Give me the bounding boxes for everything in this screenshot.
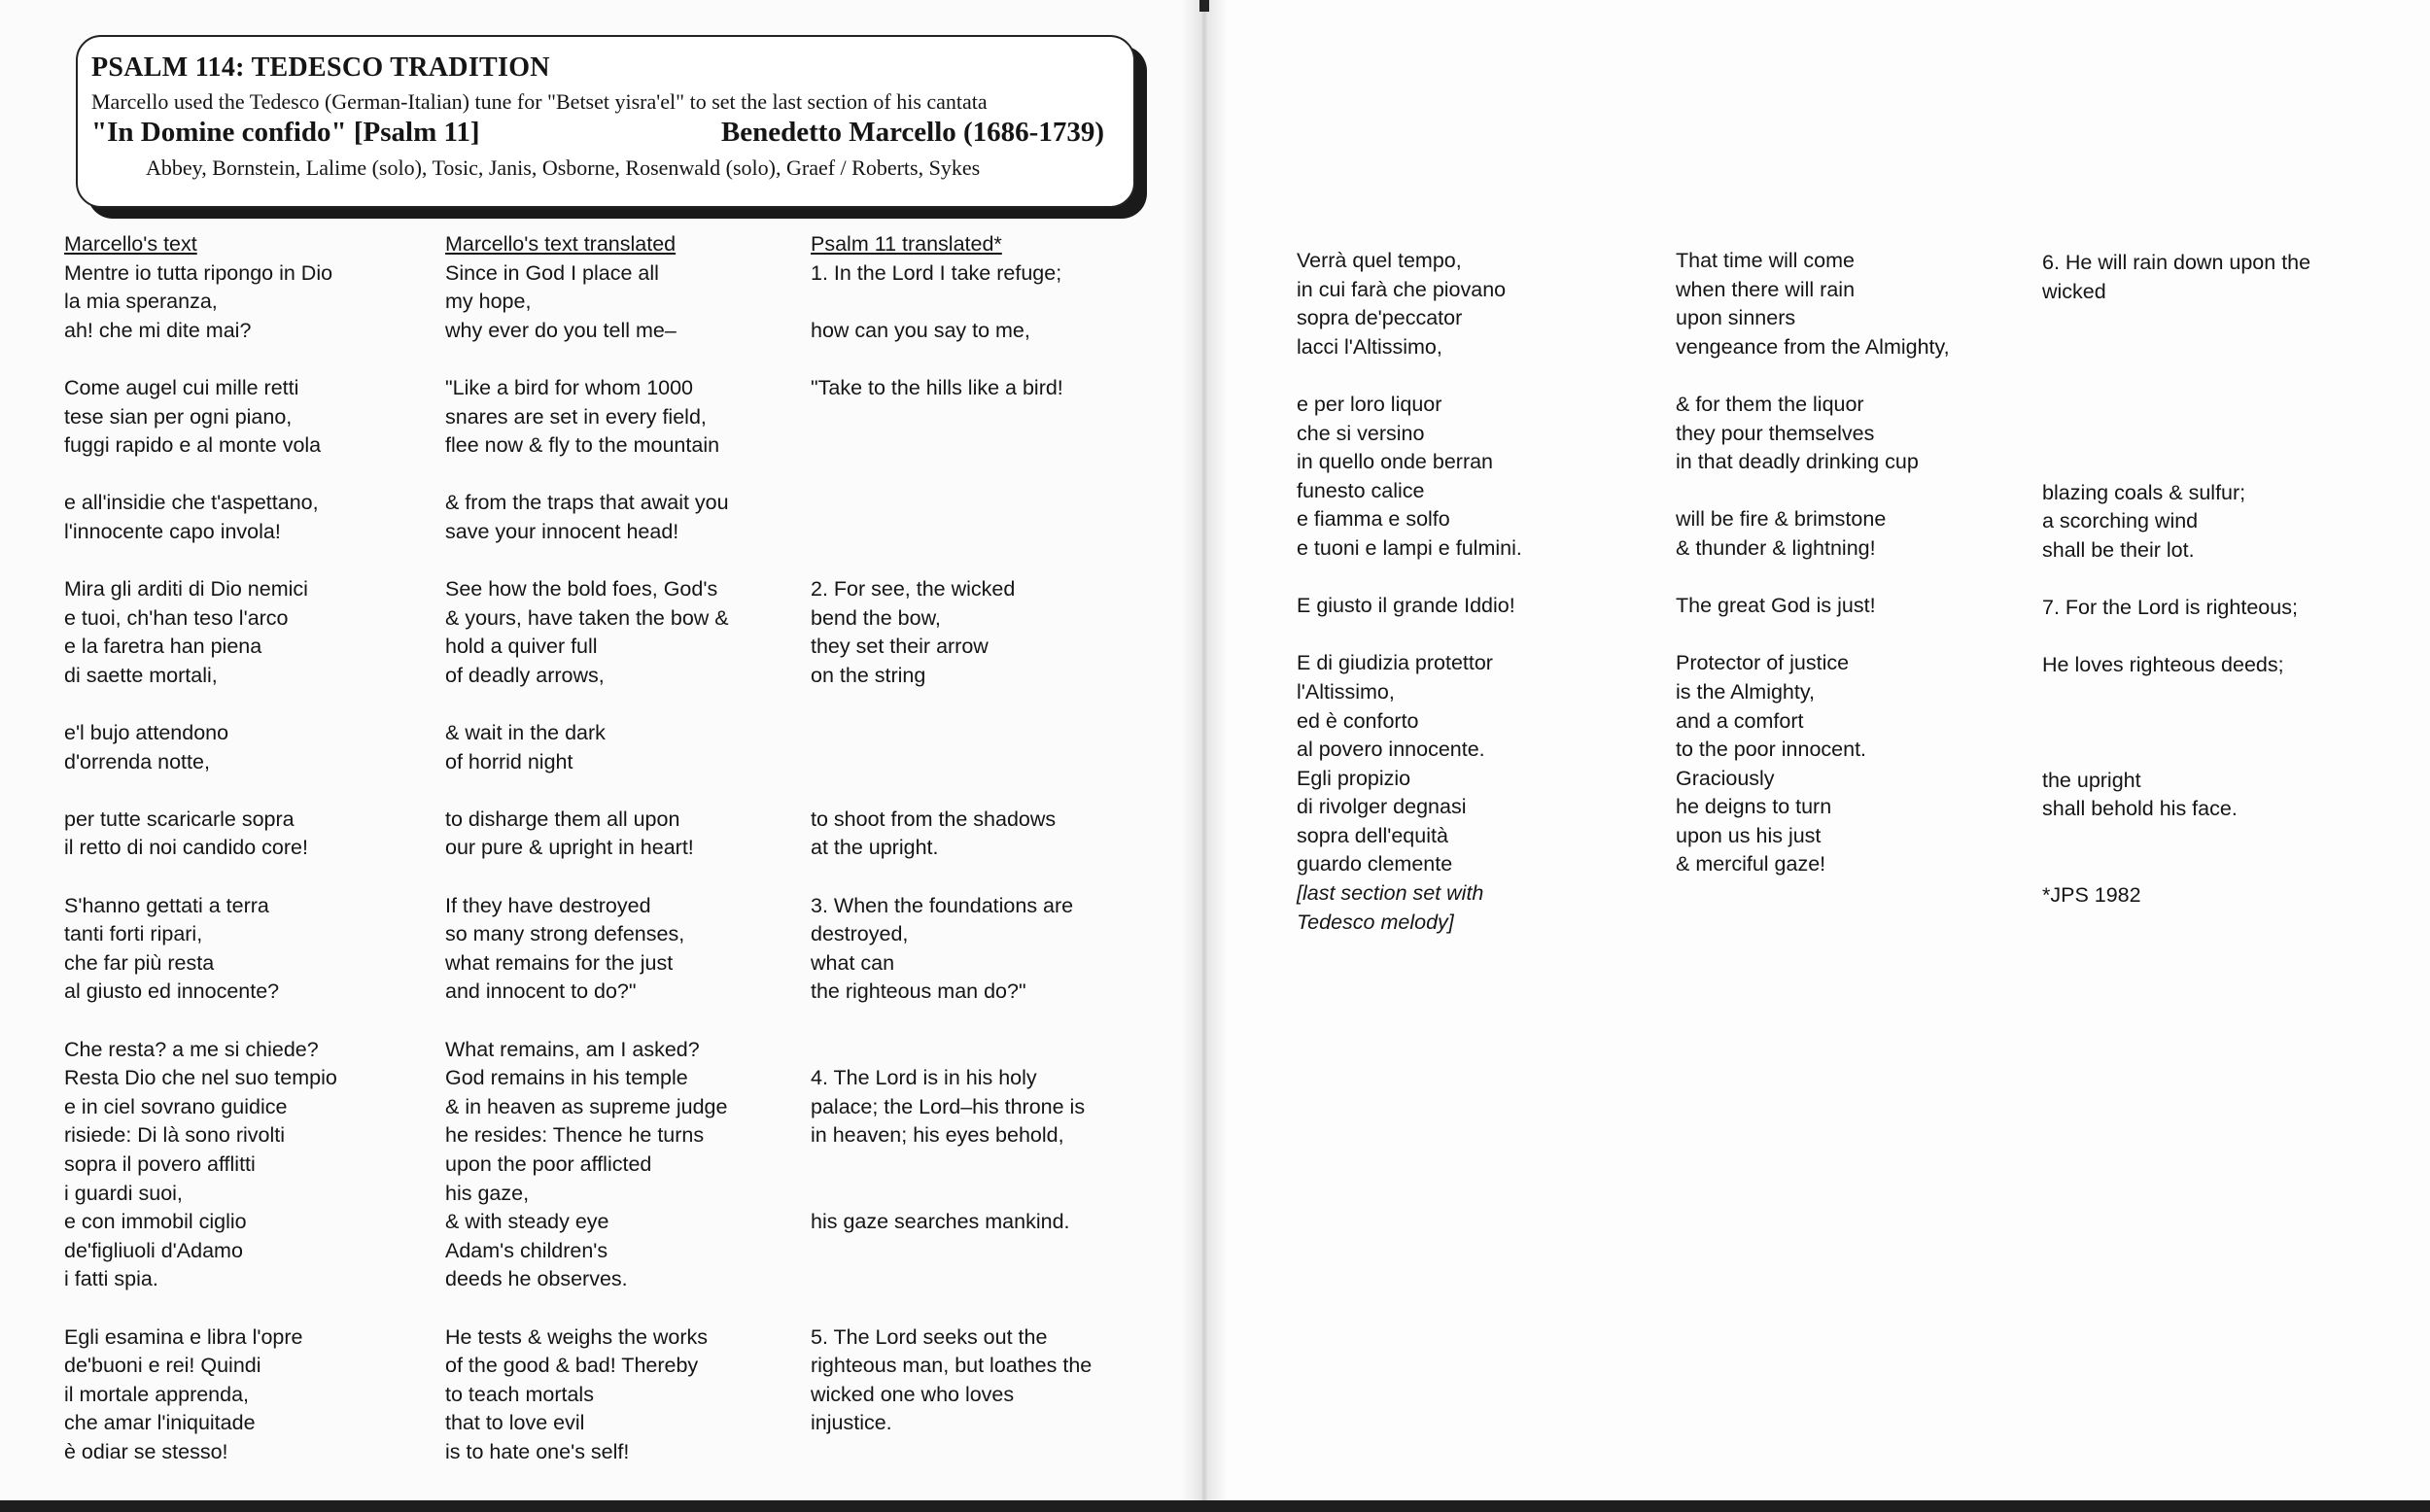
- text-line: fuggi rapido e al monte vola: [64, 433, 322, 458]
- text-line: e fiamma e solfo: [1297, 507, 1450, 532]
- right-psalm-column: [2042, 249, 2310, 911]
- text-line: al giusto ed innocente?: [64, 979, 280, 1004]
- text-line: [2042, 363, 2310, 393]
- text-line: [1676, 477, 1950, 506]
- text-line: 1. In the Lord I take refuge;: [811, 260, 1062, 285]
- text-line: how can you say to me,: [811, 318, 1030, 342]
- text-line: [2042, 824, 2310, 853]
- text-line: e la faretra han piena: [64, 635, 262, 659]
- text-line: in heaven; his eyes behold,: [811, 1123, 1064, 1148]
- text-line: risiede: Di là sono rivolti: [64, 1123, 286, 1148]
- text-line: destroyed,: [811, 922, 909, 946]
- text-line: [445, 1294, 729, 1323]
- text-line: l'innocente capo invola!: [64, 519, 281, 543]
- text-line: the righteous man do?": [811, 979, 1026, 1004]
- text-line: [2042, 422, 2310, 451]
- text-line: my hope,: [445, 290, 532, 314]
- text-line: sopra de'peccator: [1297, 306, 1463, 330]
- text-line: [2042, 709, 2310, 739]
- text-line: [811, 461, 1092, 490]
- text-line: Since in God I place all: [445, 260, 659, 285]
- text-line: [2042, 566, 2310, 595]
- text-line: la mia speranza,: [64, 290, 218, 314]
- text-line: [64, 1294, 337, 1323]
- text-line: lacci l'Altissimo,: [1297, 334, 1442, 359]
- text-line: il mortale apprenda,: [64, 1382, 250, 1406]
- text-line: snares are set in every field,: [445, 404, 707, 429]
- text-line: funesto calice: [1297, 478, 1425, 502]
- text-line: [811, 863, 1092, 892]
- text-line: wicked: [2042, 279, 2106, 303]
- italian-text-column: [64, 230, 337, 1467]
- right-english-lines: [1676, 247, 1950, 879]
- text-line: why ever do you tell me–: [445, 318, 677, 342]
- text-line: will be fire & brimstone: [1676, 507, 1887, 532]
- text-line: 3. When the foundations are: [811, 893, 1074, 917]
- text-line: [811, 547, 1092, 576]
- text-line: *JPS 1982: [2042, 883, 2141, 908]
- text-line: [811, 431, 1092, 461]
- text-line: of the good & bad! Thereby: [445, 1354, 699, 1378]
- text-line: & with steady eye: [445, 1210, 609, 1234]
- title-box: [76, 35, 1135, 208]
- text-line: Mira gli arditi di Dio nemici: [64, 577, 308, 601]
- text-line: e in ciel sovrano guidice: [64, 1094, 288, 1118]
- text-line: [64, 345, 337, 374]
- text-line: e con immobil ciglio: [64, 1210, 247, 1234]
- text-line: [2042, 306, 2310, 335]
- text-line: di rivolger degnasi: [1297, 795, 1467, 819]
- text-line: they pour themselves: [1676, 421, 1875, 445]
- text-line: Egli propizio: [1297, 766, 1411, 790]
- text-line: & for them the liquor: [1676, 392, 1864, 416]
- text-line: [2042, 623, 2310, 652]
- text-line: Che resta? a me si chiede?: [64, 1037, 319, 1061]
- text-line: to teach mortals: [445, 1382, 594, 1406]
- text-line: upon the poor afflicted: [445, 1152, 652, 1176]
- performers: Abbey, Bornstein, Lalime (solo), Tosic, Janis, Osborne, Rosenwald (solo), Graef / Roberts, Sykes: [146, 155, 981, 180]
- text-line: upon sinners: [1676, 306, 1796, 330]
- text-line: what can: [811, 950, 895, 975]
- text-line: [811, 1151, 1092, 1180]
- text-line: his gaze searches mankind.: [811, 1210, 1070, 1234]
- psalm-translation-column: [811, 230, 1092, 1438]
- text-line: injustice.: [811, 1411, 892, 1435]
- psalm-translation-lines: [811, 259, 1092, 1438]
- text-line: a scorching wind: [2042, 509, 2199, 533]
- text-line: Egli esamina e libra l'opre: [64, 1324, 303, 1349]
- text-line: [811, 719, 1092, 748]
- text-line: and innocent to do?": [445, 979, 637, 1004]
- text-line: that to love evil: [445, 1411, 585, 1435]
- text-line: sopra il povero afflitti: [64, 1152, 256, 1176]
- text-line: "Take to the hills like a bird!: [811, 375, 1063, 399]
- text-line: our pure & upright in heart!: [445, 836, 694, 860]
- marcello-translation-lines: [445, 259, 729, 1467]
- text-line: "Like a bird for whom 1000: [445, 375, 694, 399]
- text-line: che si versino: [1297, 421, 1425, 445]
- text-line: de'figliuoli d'Adamo: [64, 1238, 243, 1262]
- text-line: è odiar se stesso!: [64, 1439, 228, 1463]
- text-line: d'orrenda notte,: [64, 749, 210, 773]
- text-line: [445, 461, 729, 490]
- text-line: vengeance from the Almighty,: [1676, 334, 1950, 359]
- text-line: when there will rain: [1676, 277, 1856, 301]
- text-line: God remains in his temple: [445, 1066, 688, 1090]
- text-line: [811, 518, 1092, 547]
- text-line: blazing coals & sulfur;: [2042, 480, 2246, 504]
- text-line: to shoot from the shadows: [811, 807, 1057, 831]
- text-line: [last section set with: [1297, 881, 1484, 906]
- text-line: e tuoi, ch'han teso l'arco: [64, 605, 289, 630]
- column-heading-italian: Marcello's text: [64, 232, 197, 256]
- text-line: He loves righteous deeds;: [2042, 653, 2284, 677]
- text-line: Tedesco melody]: [1297, 910, 1454, 934]
- text-line: he resides: Thence he turns: [445, 1123, 705, 1148]
- text-line: per tutte scaricarle sopra: [64, 807, 295, 831]
- text-line: tanti forti ripari,: [64, 922, 203, 946]
- text-line: ed è conforto: [1297, 708, 1419, 733]
- text-line: [811, 691, 1092, 720]
- text-line: his gaze,: [445, 1181, 530, 1205]
- text-line: flee now & fly to the mountain: [445, 433, 720, 458]
- text-line: [64, 461, 337, 490]
- work-title: "In Domine confido" [Psalm 11]: [91, 117, 480, 148]
- column-heading-marcello-translated: Marcello's text translated: [445, 232, 677, 256]
- text-line: to the poor innocent.: [1676, 738, 1867, 762]
- text-line: of horrid night: [445, 749, 573, 773]
- text-line: [1297, 621, 1522, 650]
- text-line: [2042, 450, 2310, 479]
- text-line: so many strong defenses,: [445, 922, 685, 946]
- text-line: [2042, 738, 2310, 767]
- text-line: palace; the Lord–his throne is: [811, 1094, 1086, 1118]
- text-line: He tests & weighs the works: [445, 1324, 709, 1349]
- text-line: 7. For the Lord is righteous;: [2042, 596, 2298, 620]
- text-line: the upright: [2042, 768, 2141, 792]
- text-line: in quello onde berran: [1297, 450, 1494, 474]
- text-line: upon us his just: [1676, 823, 1822, 847]
- text-line: in that deadly drinking cup: [1676, 450, 1919, 474]
- text-line: 5. The Lord seeks out the: [811, 1324, 1048, 1349]
- text-line: shall behold his face.: [2042, 797, 2238, 821]
- text-line: & yours, have taken the bow &: [445, 605, 729, 630]
- text-line: tese sian per ogni piano,: [64, 404, 293, 429]
- text-line: il retto di noi candido core!: [64, 836, 308, 860]
- text-line: [445, 1007, 729, 1036]
- text-line: [811, 288, 1092, 317]
- text-line: di saette mortali,: [64, 663, 218, 687]
- text-line: ah! che mi dite mai?: [64, 318, 252, 342]
- text-line: & thunder & lightning!: [1676, 535, 1876, 560]
- text-line: [64, 1007, 337, 1036]
- text-line: [811, 1265, 1092, 1294]
- right-italian-lines: [1297, 247, 1522, 937]
- text-line: [1676, 564, 1950, 593]
- text-line: [2042, 335, 2310, 364]
- text-line: Protector of justice: [1676, 651, 1850, 675]
- text-line: [445, 691, 729, 720]
- text-line: to disharge them all upon: [445, 807, 680, 831]
- text-line: [811, 776, 1092, 806]
- text-line: Graciously: [1676, 766, 1775, 790]
- text-line: [1297, 361, 1522, 391]
- text-line: [445, 863, 729, 892]
- text-line: hold a quiver full: [445, 635, 598, 659]
- text-line: & merciful gaze!: [1676, 852, 1826, 876]
- text-line: What remains, am I asked?: [445, 1037, 700, 1061]
- text-line: of deadly arrows,: [445, 663, 605, 687]
- text-line: al povero innocente.: [1297, 738, 1485, 762]
- scan-bottom-edge: [0, 1500, 2430, 1512]
- text-line: che far più resta: [64, 950, 215, 975]
- text-line: e'l bujo attendono: [64, 721, 229, 745]
- text-line: de'buoni e rei! Quindi: [64, 1354, 261, 1378]
- text-line: [811, 489, 1092, 518]
- text-line: The great God is just!: [1676, 594, 1876, 618]
- text-line: [445, 345, 729, 374]
- text-line: [445, 547, 729, 576]
- text-line: [1676, 361, 1950, 391]
- text-line: deeds he observes.: [445, 1267, 628, 1291]
- text-line: what remains for the just: [445, 950, 674, 975]
- text-line: 4. The Lord is in his holy: [811, 1066, 1037, 1090]
- text-line: l'Altissimo,: [1297, 679, 1395, 704]
- right-psalm-lines: [2042, 249, 2310, 911]
- text-line: Mentre io tutta ripongo in Dio: [64, 260, 333, 285]
- text-line: [811, 1007, 1092, 1036]
- text-line: bend the bow,: [811, 605, 941, 630]
- composer: Benedetto Marcello (1686-1739): [720, 117, 1104, 148]
- text-line: wicked one who loves: [811, 1382, 1015, 1406]
- marcello-translation-column: [445, 230, 729, 1467]
- text-line: [811, 1036, 1092, 1065]
- text-line: [1676, 621, 1950, 650]
- text-line: i guardi suoi,: [64, 1181, 183, 1205]
- text-line: & wait in the dark: [445, 721, 606, 745]
- text-line: [2042, 852, 2310, 881]
- text-line: at the upright.: [811, 836, 939, 860]
- text-line: [811, 1180, 1092, 1209]
- text-line: i fatti spia.: [64, 1267, 158, 1291]
- text-line: is to hate one's self!: [445, 1439, 630, 1463]
- text-line: is the Almighty,: [1676, 679, 1815, 704]
- text-line: 6. He will rain down upon the: [2042, 251, 2311, 274]
- right-english-column: [1676, 247, 1950, 879]
- italian-lines: [64, 259, 337, 1467]
- text-line: in cui farà che piovano: [1297, 277, 1507, 301]
- text-line: E giusto il grande Iddio!: [1297, 594, 1515, 618]
- text-line: [811, 1237, 1092, 1266]
- text-line: e all'insidie che t'aspettano,: [64, 491, 319, 515]
- description: Marcello used the Tedesco (German-Italian) tune for "Betset yisra'el" to set the last section of his cantata: [91, 89, 988, 114]
- text-line: [811, 403, 1092, 432]
- text-line: on the string: [811, 663, 926, 687]
- text-line: [811, 748, 1092, 777]
- book-gutter: [1182, 0, 1227, 1512]
- text-line: S'hanno gettati a terra: [64, 893, 269, 917]
- right-italian-column: [1297, 247, 1522, 937]
- gutter-mark: [1199, 0, 1209, 12]
- text-line: See how the bold foes, God's: [445, 577, 718, 601]
- text-line: 2. For see, the wicked: [811, 577, 1016, 601]
- psalm-title: PSALM 114: TEDESCO TRADITION: [91, 52, 550, 83]
- text-line: & in heaven as supreme judge: [445, 1094, 728, 1118]
- text-line: e tuoni e lampi e fulmini.: [1297, 535, 1522, 560]
- text-line: Adam's children's: [445, 1238, 608, 1262]
- text-line: [811, 345, 1092, 374]
- text-line: and a comfort: [1676, 708, 1804, 733]
- text-line: sopra dell'equità: [1297, 823, 1448, 847]
- text-line: [64, 863, 337, 892]
- text-line: That time will come: [1676, 249, 1855, 272]
- text-line: shall be their lot.: [2042, 537, 2195, 562]
- text-line: save your innocent head!: [445, 519, 679, 543]
- text-line: che amar l'iniquitade: [64, 1411, 256, 1435]
- text-line: [64, 691, 337, 720]
- text-line: guardo clemente: [1297, 852, 1453, 876]
- text-line: E di giudizia protettor: [1297, 651, 1493, 675]
- text-line: Resta Dio che nel suo tempio: [64, 1066, 337, 1090]
- text-line: [1297, 564, 1522, 593]
- text-line: & from the traps that await you: [445, 491, 729, 515]
- text-line: e per loro liquor: [1297, 392, 1442, 416]
- text-line: If they have destroyed: [445, 893, 651, 917]
- text-line: [2042, 680, 2310, 709]
- text-line: Come augel cui mille retti: [64, 375, 299, 399]
- column-heading-psalm-translated: Psalm 11 translated*: [811, 232, 1002, 256]
- text-line: [445, 776, 729, 806]
- text-line: Verrà quel tempo,: [1297, 249, 1462, 272]
- text-line: [64, 776, 337, 806]
- text-line: they set their arrow: [811, 635, 989, 659]
- text-line: [811, 1294, 1092, 1323]
- text-line: he deigns to turn: [1676, 795, 1832, 819]
- text-line: righteous man, but loathes the: [811, 1354, 1093, 1378]
- text-line: [64, 547, 337, 576]
- text-line: [2042, 393, 2310, 422]
